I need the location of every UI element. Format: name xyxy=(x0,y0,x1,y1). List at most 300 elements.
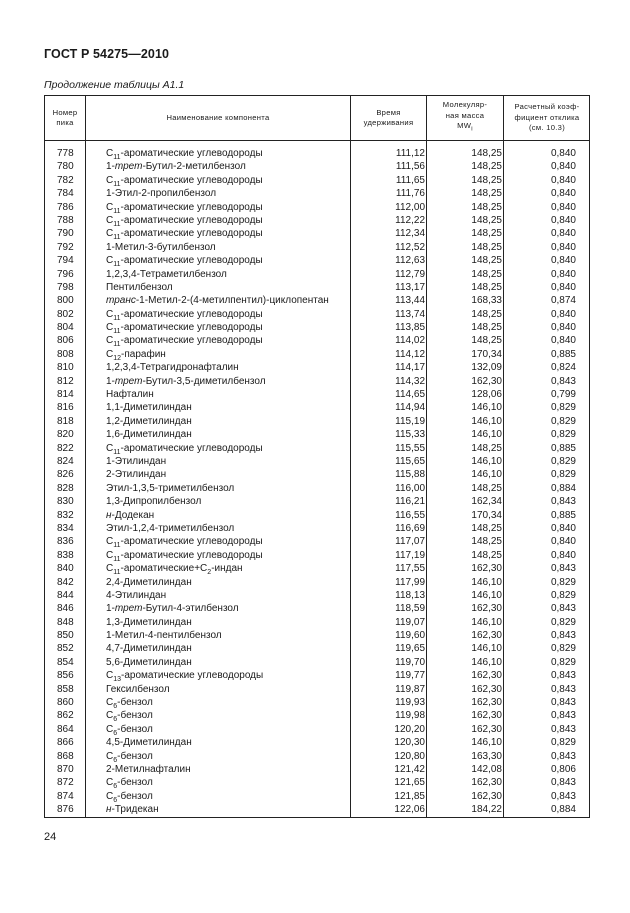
molecular-mass: 168,33 xyxy=(471,295,502,307)
table-row xyxy=(45,750,589,763)
molecular-mass: 146,10 xyxy=(471,643,502,655)
component-name: Этил-1,3,5-триметилбензол xyxy=(106,482,235,494)
peak-number: 792 xyxy=(57,241,74,253)
component-name: 4-Этилиндан xyxy=(106,589,167,601)
response-factor: 0,843 xyxy=(550,496,576,508)
response-factor: 0,885 xyxy=(550,442,576,454)
table-row xyxy=(45,308,589,321)
molecular-mass: 162,30 xyxy=(471,630,502,642)
table-row xyxy=(45,401,589,414)
component-name: Гексилбензол xyxy=(106,683,170,695)
response-factor: 0,829 xyxy=(550,643,576,655)
peak-number: 836 xyxy=(57,536,74,548)
component-name: $С_{12}$-парафин xyxy=(106,348,166,362)
table-row xyxy=(45,549,589,562)
peak-number: 786 xyxy=(57,201,74,213)
response-factor: 0,840 xyxy=(550,268,576,280)
table-row xyxy=(45,455,589,468)
header-retention-time: Время удерживания xyxy=(363,107,414,127)
table-row xyxy=(45,428,589,441)
molecular-mass: 132,09 xyxy=(471,362,502,374)
peak-number: 830 xyxy=(57,496,74,508)
document-title: ГОСТ Р 54275—2010 xyxy=(44,47,170,61)
table-row xyxy=(45,321,589,334)
table-row xyxy=(45,803,589,816)
table-row xyxy=(45,361,589,374)
retention-time: 112,22 xyxy=(395,214,425,226)
molecular-mass: 148,25 xyxy=(471,536,502,548)
table-row xyxy=(45,709,589,722)
response-factor: 0,829 xyxy=(550,589,576,601)
retention-time: 114,02 xyxy=(395,335,425,347)
molecular-mass: 162,30 xyxy=(471,603,502,615)
peak-number: 874 xyxy=(57,790,74,802)
response-factor: 0,884 xyxy=(550,482,576,494)
peak-number: 812 xyxy=(57,375,74,387)
molecular-mass: 148,25 xyxy=(471,161,502,173)
component-name: $С_{11}$-ароматические углеводороды xyxy=(106,335,263,349)
component-name: 1,3-Диметилиндан xyxy=(106,616,192,628)
retention-time: 116,55 xyxy=(395,509,425,521)
retention-time: 118,13 xyxy=(395,589,425,601)
component-name: н-Тридекан xyxy=(106,804,159,816)
component-name: $С_6$-бензол xyxy=(106,697,153,711)
molecular-mass: 142,08 xyxy=(471,763,502,775)
molecular-mass: 148,25 xyxy=(471,228,502,240)
peak-number: 862 xyxy=(57,710,74,722)
retention-time: 115,88 xyxy=(395,469,425,481)
response-factor: 0,884 xyxy=(550,804,576,816)
molecular-mass: 170,34 xyxy=(471,348,502,360)
peak-number: 780 xyxy=(57,161,74,173)
component-name: н-Додекан xyxy=(106,509,155,521)
response-factor: 0,843 xyxy=(550,683,576,695)
retention-time: 113,74 xyxy=(395,308,425,320)
table-body xyxy=(45,147,589,817)
table-row xyxy=(45,776,589,789)
table-row xyxy=(45,736,589,749)
table-row xyxy=(45,375,589,388)
table-row xyxy=(45,589,589,602)
response-factor: 0,843 xyxy=(550,790,576,802)
peak-number: 800 xyxy=(57,295,74,307)
table-row xyxy=(45,294,589,307)
response-factor: 0,829 xyxy=(550,656,576,668)
molecular-mass: 170,34 xyxy=(471,509,502,521)
retention-time: 114,17 xyxy=(395,362,425,374)
response-factor: 0,840 xyxy=(550,281,576,293)
retention-time: 116,21 xyxy=(395,496,425,508)
peak-number: 790 xyxy=(57,228,74,240)
molecular-mass: 148,25 xyxy=(471,255,502,267)
component-name: 1,6-Диметилиндан xyxy=(106,429,192,441)
peak-number: 868 xyxy=(57,750,74,762)
component-name: $С_6$-бензол xyxy=(106,750,153,764)
retention-time: 116,00 xyxy=(395,482,425,494)
response-factor: 0,829 xyxy=(550,616,576,628)
molecular-mass: 146,10 xyxy=(471,656,502,668)
retention-time: 121,65 xyxy=(394,777,425,789)
component-name: $С_{11}$-ароматические углеводороды xyxy=(106,549,263,563)
peak-number: 816 xyxy=(57,402,74,414)
response-factor: 0,840 xyxy=(550,522,576,534)
table-row xyxy=(45,415,589,428)
peak-number: 798 xyxy=(57,281,74,293)
molecular-mass: 148,25 xyxy=(471,281,502,293)
peak-number: 854 xyxy=(57,656,74,668)
molecular-mass: 148,25 xyxy=(471,442,502,454)
table-row xyxy=(45,174,589,187)
response-factor: 0,843 xyxy=(550,375,576,387)
response-factor: 0,843 xyxy=(550,777,576,789)
peak-number: 804 xyxy=(57,322,74,334)
component-name: 1,2-Диметилиндан xyxy=(106,415,192,427)
table-row xyxy=(45,683,589,696)
component-name: $С_{11}$-ароматические углеводороды xyxy=(106,442,263,456)
component-name: $С_{11}$-ароматические углеводороды xyxy=(106,322,263,336)
component-name: 1-Этилиндан xyxy=(106,455,167,467)
peak-number: 864 xyxy=(57,723,74,735)
retention-time: 120,20 xyxy=(394,723,425,735)
response-factor: 0,829 xyxy=(550,737,576,749)
response-factor: 0,843 xyxy=(550,723,576,735)
table-row xyxy=(45,562,589,575)
molecular-mass: 184,22 xyxy=(471,804,502,816)
table-row xyxy=(45,602,589,615)
table-row xyxy=(45,509,589,522)
peak-number: 802 xyxy=(57,308,74,320)
table-row xyxy=(45,201,589,214)
response-factor: 0,885 xyxy=(550,509,576,521)
component-name: 5,6-Диметилиндан xyxy=(106,656,192,668)
table-caption: Продолжение таблицы А1.1 xyxy=(44,79,185,91)
molecular-mass: 146,10 xyxy=(471,737,502,749)
retention-time: 114,12 xyxy=(395,348,425,360)
molecular-mass: 148,25 xyxy=(471,214,502,226)
component-name: Нафталин xyxy=(106,389,154,401)
component-name: 1,2,3,4-Тетраметилбензол xyxy=(106,268,227,280)
response-factor: 0,829 xyxy=(550,402,576,414)
retention-time: 115,19 xyxy=(395,415,425,427)
component-name: $С_6$-бензол xyxy=(106,710,153,724)
peak-number: 858 xyxy=(57,683,74,695)
retention-time: 119,87 xyxy=(395,683,425,695)
response-factor: 0,829 xyxy=(550,415,576,427)
component-name: 1-Метил-4-пентилбензол xyxy=(106,630,222,642)
component-name: Этил-1,2,4-триметилбензол xyxy=(106,522,235,534)
molecular-mass: 146,10 xyxy=(471,415,502,427)
molecular-mass: 148,25 xyxy=(471,268,502,280)
component-name: $С_{13}$-ароматические углеводороды xyxy=(106,670,264,684)
table-row xyxy=(45,254,589,267)
component-name: транс-1-Метил-2-(4-метилпентил)-циклопентан xyxy=(106,295,329,307)
component-name: Пентилбензол xyxy=(106,281,173,293)
molecular-mass: 148,25 xyxy=(471,549,502,561)
table-row xyxy=(45,723,589,736)
peak-number: 866 xyxy=(57,737,74,749)
peak-number: 834 xyxy=(57,522,74,534)
molecular-mass: 148,25 xyxy=(471,308,502,320)
header-molecular-mass: Молекуляр- ная масса $MW_i$ xyxy=(442,100,488,133)
peak-number: 826 xyxy=(57,469,74,481)
component-name: 1,2,3,4-Тетрагидронафталин xyxy=(106,362,239,374)
table-row xyxy=(45,214,589,227)
retention-time: 114,94 xyxy=(395,402,425,414)
retention-time: 117,07 xyxy=(395,536,425,548)
table-row xyxy=(45,241,589,254)
component-name: 1,1-Диметилиндан xyxy=(106,402,192,414)
peak-number: 872 xyxy=(57,777,74,789)
component-name: $С_{11}$-ароматические углеводороды xyxy=(106,174,263,188)
header-peak-number: Номер пика xyxy=(52,107,78,127)
molecular-mass: 128,06 xyxy=(471,389,502,401)
component-name: 1-трет-Бутил-2-метилбензол xyxy=(106,161,246,173)
retention-time: 122,06 xyxy=(394,804,425,816)
component-name: $С_6$-бензол xyxy=(106,790,153,804)
page-number: 24 xyxy=(44,831,57,843)
table-row xyxy=(45,642,589,655)
response-factor: 0,840 xyxy=(550,322,576,334)
retention-time: 120,80 xyxy=(394,750,425,762)
retention-time: 112,34 xyxy=(395,228,425,240)
component-name: 1-трет-Бутил-3,5-диметилбензол xyxy=(106,375,266,387)
retention-time: 119,65 xyxy=(395,643,425,655)
table-row xyxy=(45,763,589,776)
component-name: $С_{11}$-ароматические углеводороды xyxy=(106,308,263,322)
molecular-mass: 146,10 xyxy=(471,469,502,481)
component-name: $С_{11}$-ароматические углеводороды xyxy=(106,255,263,269)
retention-time: 118,59 xyxy=(395,603,425,615)
response-factor: 0,840 xyxy=(550,174,576,186)
molecular-mass: 148,25 xyxy=(471,148,502,159)
response-factor: 0,843 xyxy=(550,630,576,642)
retention-time: 115,33 xyxy=(395,429,425,441)
header-response-factor: Расчетный коэф- фициент отклика (см. 10.3) xyxy=(514,102,580,133)
table-row xyxy=(45,576,589,589)
molecular-mass: 148,25 xyxy=(471,482,502,494)
molecular-mass: 162,30 xyxy=(471,683,502,695)
peak-number: 848 xyxy=(57,616,74,628)
peak-number: 796 xyxy=(57,268,74,280)
response-factor: 0,843 xyxy=(550,603,576,615)
molecular-mass: 162,30 xyxy=(471,777,502,789)
molecular-mass: 146,10 xyxy=(471,589,502,601)
peak-number: 844 xyxy=(57,589,74,601)
retention-time: 114,65 xyxy=(395,389,425,401)
retention-time: 112,52 xyxy=(395,241,425,253)
molecular-mass: 146,10 xyxy=(471,576,502,588)
molecular-mass: 146,10 xyxy=(471,616,502,628)
table-row xyxy=(45,790,589,803)
component-name: $С_{11}$-ароматические углеводороды xyxy=(106,214,263,228)
table-row xyxy=(45,495,589,508)
molecular-mass: 162,30 xyxy=(471,563,502,575)
retention-time: 116,69 xyxy=(395,522,425,534)
component-name: $С_6$-бензол xyxy=(106,723,153,737)
component-name: 4,5-Диметилиндан xyxy=(106,737,192,749)
retention-time: 115,65 xyxy=(395,455,425,467)
response-factor: 0,829 xyxy=(550,576,576,588)
table-row xyxy=(45,388,589,401)
response-factor: 0,806 xyxy=(550,763,576,775)
response-factor: 0,840 xyxy=(550,188,576,200)
table-row xyxy=(45,160,589,173)
molecular-mass: 162,34 xyxy=(471,496,502,508)
response-factor: 0,840 xyxy=(550,308,576,320)
response-factor: 0,840 xyxy=(550,161,576,173)
peak-number: 828 xyxy=(57,482,74,494)
retention-time: 120,30 xyxy=(394,737,425,749)
retention-time: 119,98 xyxy=(395,710,425,722)
table-row xyxy=(45,535,589,548)
response-factor: 0,840 xyxy=(550,241,576,253)
component-name: $С_{11}$-ароматические углеводороды xyxy=(106,201,263,215)
response-factor: 0,843 xyxy=(550,710,576,722)
retention-time: 113,17 xyxy=(395,281,425,293)
table-row xyxy=(45,281,589,294)
response-factor: 0,840 xyxy=(550,148,576,159)
component-name: 2-Метилнафталин xyxy=(106,763,191,775)
response-factor: 0,840 xyxy=(550,214,576,226)
retention-time: 111,76 xyxy=(395,188,425,200)
molecular-mass: 146,10 xyxy=(471,455,502,467)
table-row xyxy=(45,696,589,709)
retention-time: 112,00 xyxy=(395,201,425,213)
molecular-mass: 146,10 xyxy=(471,402,502,414)
retention-time: 113,85 xyxy=(395,322,425,334)
molecular-mass: 162,30 xyxy=(471,670,502,682)
retention-time: 117,99 xyxy=(395,576,425,588)
response-factor: 0,824 xyxy=(550,362,576,374)
peak-number: 856 xyxy=(57,670,74,682)
peak-number: 778 xyxy=(57,148,74,159)
component-name: 2-Этилиндан xyxy=(106,469,167,481)
peak-number: 814 xyxy=(57,389,74,401)
response-factor: 0,799 xyxy=(550,389,576,401)
table-row xyxy=(45,616,589,629)
peak-number: 820 xyxy=(57,429,74,441)
component-name: 4,7-Диметилиндан xyxy=(106,643,192,655)
molecular-mass: 148,25 xyxy=(471,174,502,186)
retention-time: 111,56 xyxy=(395,161,425,173)
peak-number: 850 xyxy=(57,630,74,642)
component-name: 1-Этил-2-пропилбензол xyxy=(106,188,217,200)
response-factor: 0,829 xyxy=(550,455,576,467)
retention-time: 117,55 xyxy=(395,563,425,575)
response-factor: 0,829 xyxy=(550,429,576,441)
response-factor: 0,840 xyxy=(550,549,576,561)
molecular-mass: 148,25 xyxy=(471,241,502,253)
retention-time: 119,77 xyxy=(395,670,425,682)
peak-number: 852 xyxy=(57,643,74,655)
molecular-mass: 162,30 xyxy=(471,697,502,709)
molecular-mass: 148,25 xyxy=(471,188,502,200)
retention-time: 117,19 xyxy=(395,549,425,561)
retention-time: 119,07 xyxy=(395,616,425,628)
retention-time: 121,42 xyxy=(394,763,425,775)
peak-number: 794 xyxy=(57,255,74,267)
table-row xyxy=(45,147,589,160)
response-factor: 0,874 xyxy=(550,295,576,307)
response-factor: 0,843 xyxy=(550,697,576,709)
retention-time: 119,70 xyxy=(395,656,425,668)
table-row xyxy=(45,348,589,361)
retention-time: 115,55 xyxy=(395,442,425,454)
molecular-mass: 162,30 xyxy=(471,723,502,735)
response-factor: 0,840 xyxy=(550,335,576,347)
peak-number: 832 xyxy=(57,509,74,521)
retention-time: 114,32 xyxy=(395,375,425,387)
molecular-mass: 162,30 xyxy=(471,790,502,802)
response-factor: 0,840 xyxy=(550,255,576,267)
peak-number: 838 xyxy=(57,549,74,561)
component-name: $С_{11}-ароматические+С_2$-индан xyxy=(106,563,243,577)
peak-number: 784 xyxy=(57,188,74,200)
components-table xyxy=(44,95,590,818)
table-row xyxy=(45,482,589,495)
component-name: 2,4-Диметилиндан xyxy=(106,576,192,588)
molecular-mass: 146,10 xyxy=(471,429,502,441)
table-row xyxy=(45,468,589,481)
table-row xyxy=(45,442,589,455)
peak-number: 840 xyxy=(57,563,74,575)
component-name: $С_{11}$-ароматические углеводороды xyxy=(106,536,263,550)
response-factor: 0,843 xyxy=(550,563,576,575)
response-factor: 0,885 xyxy=(550,348,576,360)
table-row xyxy=(45,334,589,347)
molecular-mass: 163,30 xyxy=(471,750,502,762)
retention-time: 112,79 xyxy=(395,268,425,280)
retention-time: 112,63 xyxy=(395,255,425,267)
table-row xyxy=(45,629,589,642)
retention-time: 111,65 xyxy=(395,174,425,186)
peak-number: 818 xyxy=(57,415,74,427)
table-row xyxy=(45,187,589,200)
peak-number: 806 xyxy=(57,335,74,347)
peak-number: 782 xyxy=(57,174,74,186)
retention-time: 121,85 xyxy=(394,790,425,802)
response-factor: 0,829 xyxy=(550,469,576,481)
peak-number: 822 xyxy=(57,442,74,454)
molecular-mass: 148,25 xyxy=(471,522,502,534)
component-name: $С_{11}$-ароматические углеводороды xyxy=(106,228,263,242)
table-row xyxy=(45,522,589,535)
component-name: 1,3-Дипропилбензол xyxy=(106,496,202,508)
response-factor: 0,840 xyxy=(550,228,576,240)
response-factor: 0,843 xyxy=(550,750,576,762)
response-factor: 0,840 xyxy=(550,201,576,213)
header-component-name: Наименование компонента xyxy=(166,112,270,122)
peak-number: 876 xyxy=(57,804,74,816)
peak-number: 860 xyxy=(57,697,74,709)
molecular-mass: 148,25 xyxy=(471,322,502,334)
peak-number: 810 xyxy=(57,362,74,374)
component-name: 1-трет-Бутил-4-этилбензол xyxy=(106,603,239,615)
molecular-mass: 148,25 xyxy=(471,201,502,213)
response-factor: 0,843 xyxy=(550,670,576,682)
peak-number: 824 xyxy=(57,455,74,467)
peak-number: 870 xyxy=(57,763,74,775)
component-name: $С_6$-бензол xyxy=(106,777,153,791)
component-name: 1-Метил-3-бутилбензол xyxy=(106,241,216,253)
retention-time: 113,44 xyxy=(395,295,425,307)
table-row xyxy=(45,656,589,669)
molecular-mass: 162,30 xyxy=(471,710,502,722)
table-row xyxy=(45,268,589,281)
peak-number: 788 xyxy=(57,214,74,226)
component-name: $С_{11}$-ароматические углеводороды xyxy=(106,148,263,161)
peak-number: 842 xyxy=(57,576,74,588)
